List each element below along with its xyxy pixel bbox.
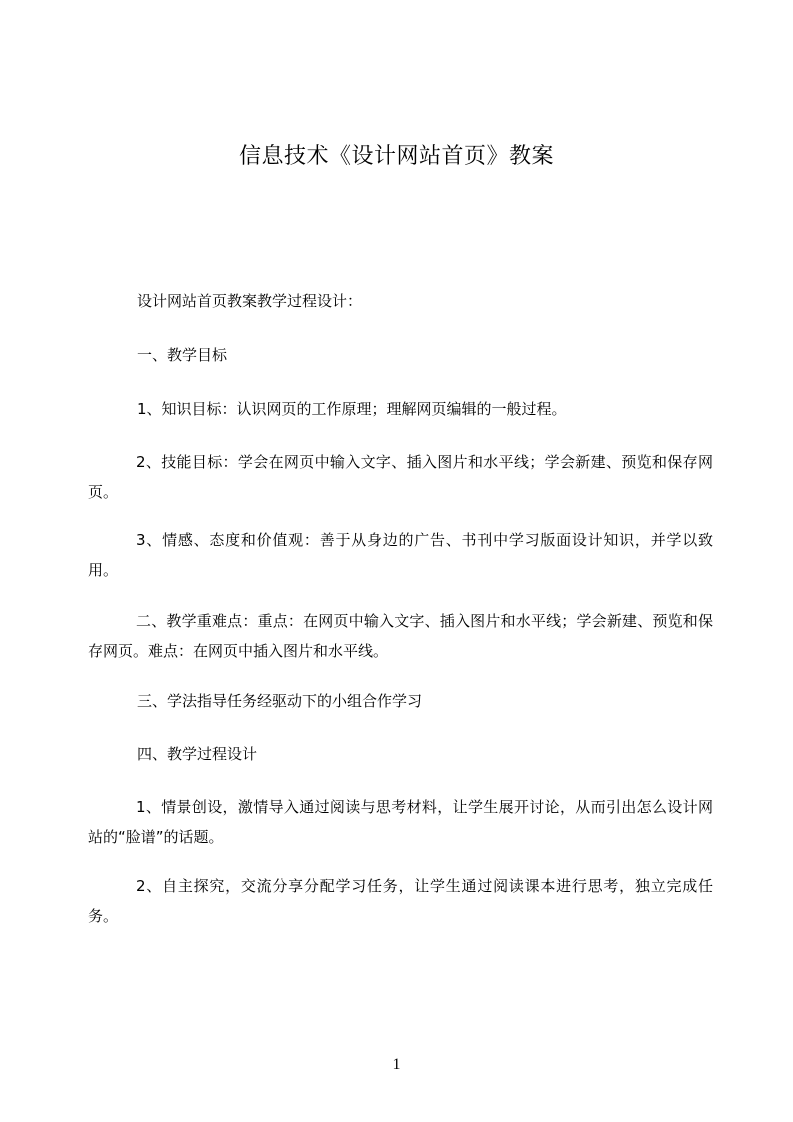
goal-knowledge: 1、知识目标：认识网页的工作原理；理解网页编辑的一般过程。	[137, 400, 567, 418]
section-key-points: 二、教学重难点：重点：在网页中输入文字、插入图片和水平线；学会新建、预览和保存网页。难点：在网页中插入图片和水平线。	[88, 612, 713, 660]
goal-attitude: 3、情感、态度和价值观：善于从身边的广告、书刊中学习版面设计知识，并学以致用。	[88, 531, 713, 579]
intro-paragraph: 设计网站首页教案教学过程设计：	[137, 292, 363, 310]
section-heading-teaching-goals: 一、教学目标	[137, 346, 228, 364]
section-heading-process: 四、教学过程设计	[137, 745, 258, 763]
document-title: 信息技术《设计网站首页》教案	[238, 144, 554, 169]
page-number: 1	[392, 1056, 401, 1073]
goal-skills: 2、技能目标：学会在网页中输入文字、插入图片和水平线；学会新建、预览和保存网页。	[88, 453, 713, 501]
process-step-1: 1、情景创设，激情导入通过阅读与思考材料，让学生展开讨论，从而引出怎么设计网站的“脸谱”的话题。	[88, 798, 713, 846]
section-learning-method: 三、学法指导任务经驱动下的小组合作学习	[137, 692, 423, 710]
process-step-2: 2、自主探究，交流分享分配学习任务，让学生通过阅读课本进行思考，独立完成任务。	[88, 877, 713, 925]
